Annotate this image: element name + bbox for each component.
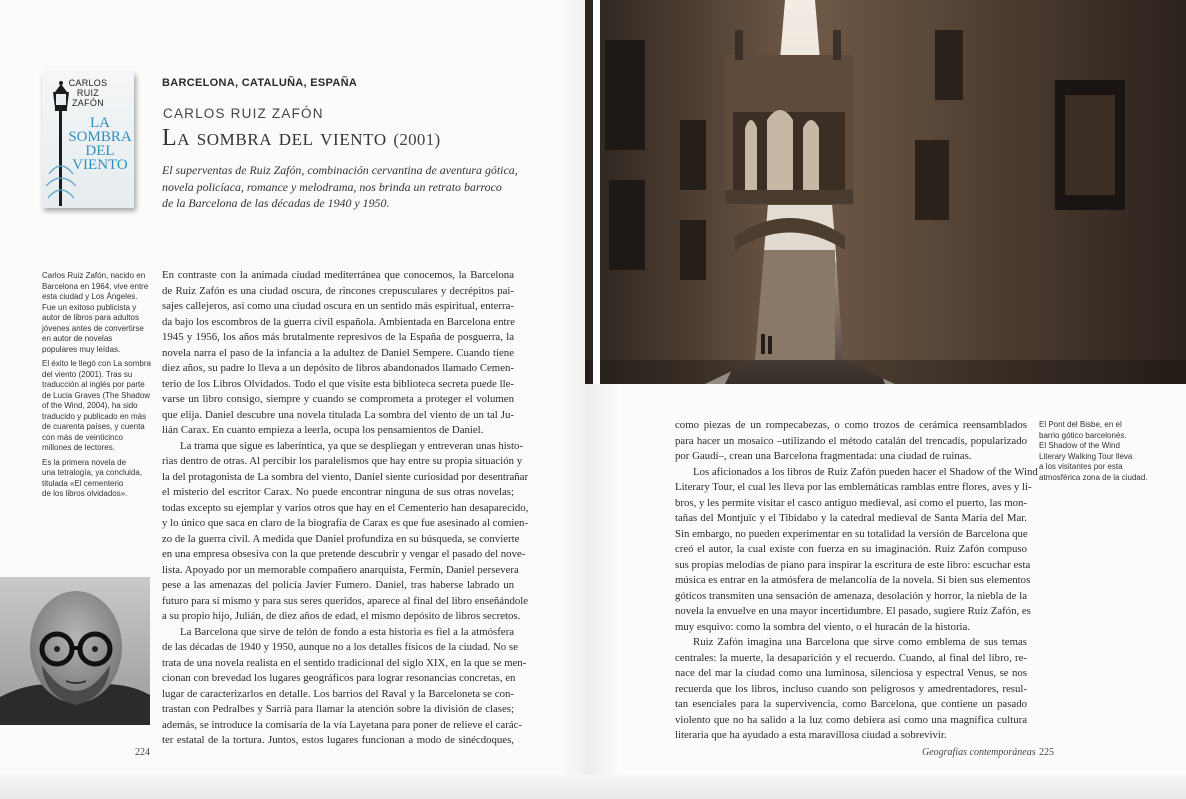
sidebar-line: El éxito le llegó con La sombra (42, 359, 151, 368)
text-line: futuro para sí mismo y para sus seres queridos, aparece al final del libro enseñándole (162, 594, 529, 607)
text-line: como piezas de un rompecabezas, o como trozos de cerámica reensamblados (675, 419, 1027, 431)
sidebar-line: Barcelona en 1964, vive entre (42, 281, 149, 291)
book-title-text: La sombra del viento (162, 125, 387, 151)
text-line: bros, y les permite visitar el casco antiguo medieval, así como el puerto, las mon- (675, 496, 1027, 509)
photo-caption (1039, 420, 1159, 483)
sidebar-line: de los libros olvidados». (42, 489, 128, 498)
text-line: sus propias melodías de piano para inspirar la escritura de este libro: escuchar esta (675, 558, 1031, 571)
text-line: de Ruiz Zafón es una ciudad oscura, de rincones crepusculares y decrépitos pai- (162, 284, 514, 297)
author-name: CARLOS RUIZ ZAFÓN (163, 106, 324, 121)
cover-author-line: RUIZ (76, 88, 100, 98)
sidebar-paragraph (42, 359, 150, 454)
text-line: rias dentro de otras. Al percibir los paralelismos que hay entre su propia situación y (162, 455, 523, 467)
text-line: terio de los Libros Olvidados. Todo el que visite esta biblioteca secreta puede lle- (162, 377, 514, 390)
text-line: creó el autor, la cual existe con fuerza en su imaginación. Ruiz Zafón compuso (675, 543, 1027, 555)
text-line: diez años, su padre lo lleva a un depósito de libros abandonados llamado Cemen- (162, 362, 514, 374)
text-line: cionan con brevedad los lugares geográficos para lograr resonancias concretas, en (162, 672, 516, 684)
book-year: (2001) (393, 130, 441, 149)
text-line: tan esenciales para la supervivencia, como Barcelona, que contiene un pasado (675, 698, 1027, 710)
text-line: por Gaudí–, crean una Barcelona fragmentada: una ciudad de ruinas. (675, 450, 972, 462)
sidebar-line: Es la primera novela de (42, 457, 127, 467)
caption-line: El Pont del Bisbe, en el (1039, 420, 1122, 429)
text-line: Ruiz Zafón imagina una Barcelona que sirve como emblema de sus temas (693, 636, 1027, 648)
right-body-column (675, 418, 1038, 744)
text-line: recuerda que los libros, incluso cuando son peligrosos y amedrentadores, resul- (675, 682, 1027, 695)
body-paragraph (162, 268, 514, 439)
text-line: La trama que sigue es laberíntica, ya que se despliegan y entreveran unas histo- (180, 439, 523, 452)
cover-title-line: SOMBRA (68, 129, 132, 145)
lead-paragraph (162, 162, 552, 212)
text-line: Sin embargo, no pueden experimentar en su totalidad la versión de Barcelona que (675, 527, 1028, 540)
page-number-right: 225 (1039, 747, 1054, 758)
text-line: góticos transmiten una sensación de amenaza, desolación y horror, la niebla de la (675, 589, 1027, 602)
cover-author-line: ZAFÓN (72, 98, 104, 108)
sidebar-line: traducido y publicado en más (42, 411, 147, 421)
running-footer-title: Geografías contemporáneas (922, 747, 1036, 758)
text-line: a su propio hijo, Julián, de diez años de edad, el mismo depósito de libros secretos. (162, 610, 521, 622)
lead-line: novela policíaca, romance y melodrama, nos brinda un retrato barroco (162, 179, 502, 194)
body-paragraph (162, 625, 527, 749)
cover-title-line: DEL (85, 143, 115, 159)
sidebar-line: una tetralogía, ya concluida, (42, 468, 143, 477)
text-line: sajes callejeros, así como una ciudad oscura en un sentido más espiritual, enterra- (162, 300, 514, 312)
sidebar-line: titulada «El cementerio (42, 478, 124, 488)
sidebar-line: esta ciudad y Los Ángeles. (42, 292, 138, 301)
sidebar-paragraph (42, 271, 150, 355)
cover-title (68, 116, 132, 172)
text-line: el misterio del escritor Carax. No puede encontrar ninguna de sus otras novelas; (162, 486, 514, 498)
sidebar-paragraph (42, 458, 150, 500)
caption-line: atmosférica zona de la ciudad. (1039, 472, 1148, 482)
body-paragraph (162, 439, 529, 625)
text-line: pese a las amenazas del policía Javier Fumero. Daniel, tras haberse labrado un (162, 579, 514, 591)
text-line: literaria que ha ayudado a esta maravillosa ciudad a sobrevivir. (675, 729, 947, 741)
sidebar-line: en autor de novelas (42, 334, 113, 343)
text-line: y lo único que saca en claro de la biografía de Carax es que fue asesinado al comien- (162, 517, 529, 529)
cover-title-line: VIENTO (72, 157, 128, 173)
caption-line: El Shadow of the Wind (1039, 441, 1120, 450)
text-line: Los aficionados a los libros de Ruiz Zafón pueden hacer el Shadow of the Wind (693, 465, 1038, 478)
author-portrait-drawing (0, 577, 150, 725)
book-cover (42, 72, 134, 208)
text-line: muy esquivo: como la sombra del viento, o el huracán de la historia. (675, 620, 971, 633)
text-line: zo de la guerra civil. A medida que Daniel profundiza en su búsqueda, se convierte (162, 532, 520, 545)
location-label: BARCELONA, CATALUÑA, ESPAÑA (162, 77, 358, 89)
text-line: trastan con Pedralbes y Sarrià para llamar la atención sobre la división de clases; (162, 703, 514, 715)
text-line: que elija. Daniel descubre una novela titulada La sombra del viento de un tal Ju- (162, 408, 514, 421)
cover-author-line: CARLOS (68, 78, 108, 88)
sidebar-line: del viento (2001). Tras su (42, 369, 133, 379)
sidebar-line: de Lucia Graves (The Shadow (42, 390, 151, 400)
sidebar-line: traducción al inglés por parte (42, 380, 145, 389)
sidebar-line: of the Wind, 2004), ha sido (42, 401, 138, 410)
body-paragraph (675, 418, 1027, 465)
sidebar-line: millones de lectores. (42, 443, 115, 452)
text-line: trata de una novela realista en el sentido tradicional del siglo XIX, en la que se men- (162, 656, 527, 669)
text-line: La Barcelona que sirve de telón de fondo a esta historia es fiel a la atmósfera (180, 625, 514, 638)
page-number-left: 224 (135, 747, 150, 758)
text-line: varse un libro consigo, siempre y cuando se comprometa a proteger el volumen (162, 393, 514, 405)
sidebar-line: autor de libros para adultos (42, 313, 139, 322)
sidebar-line: populares muy leídas. (42, 344, 121, 354)
text-line: violento que no ha salido a la luz como debiera así como una magnífica cultura (675, 713, 1027, 726)
bottom-edge (0, 775, 1186, 799)
text-line: además, se introduce la comisaría de la vía Layetana para poner de relieve el carác- (162, 718, 522, 731)
text-line: En contraste con la animada ciudad mediterránea que conocemos, la Barcelona (162, 269, 514, 281)
body-paragraph (675, 635, 1027, 744)
author-sidebar (42, 271, 150, 504)
body-paragraph (675, 465, 1038, 636)
text-line: nace del mar la ciudad como una luminosa, silenciosa y espectral Venus, se nos (675, 667, 1027, 679)
text-line: de las décadas de 1940 y 1950, aunque no a los detalles físicos de la ciudad. No se (162, 641, 518, 653)
text-line: da bajo los escombros de la guerra civil española. Ambientada en Barcelona entre (162, 315, 515, 328)
left-body-column (162, 268, 529, 749)
street-photo-drawing (585, 0, 1186, 384)
cover-author (42, 78, 134, 108)
text-line: para hacer un mosaico –utilizando el método catalán del trencadís, popularizado (675, 434, 1027, 447)
text-line: música es entrar en la atmósfera de melancolía de la novela. Si bien sus elementos (675, 574, 1031, 586)
sidebar-line: con más de veinticinco (42, 432, 123, 442)
book-title (162, 125, 440, 152)
sidebar-line: jóvenes antes de convertirse (42, 323, 144, 333)
text-line: lista. Apoyado por un memorable compañero anarquista, Fermín, Daniel persevera (162, 563, 519, 576)
text-line: tañas del Montjuïc y el Tibidabo y la catedral medieval de Santa María del Mar. (675, 512, 1027, 524)
text-line: centrales: la muerte, la desaparición y el recuerdo. Cuando, al final del libro, re- (675, 651, 1027, 664)
lead-line: El superventas de Ruiz Zafón, combinación cervantina de aventura gótica, (162, 163, 518, 177)
text-line: lugar de caracterizarlos en detalle. Los barrios del Raval y la Barceloneta se con- (162, 687, 514, 700)
text-line: todas excepto su ejemplar y varios otros que hay en el Cementerio han desaparecido, (162, 501, 529, 514)
caption-line: a los visitantes por esta (1039, 462, 1123, 471)
text-line: Literary Tour, el cual les lleva por las emblemáticas ramblas entre flores, aves y li- (675, 481, 1032, 493)
text-line: lián Carax. En cuanto empieza a leerla, ocupa los pensamientos de Daniel. (162, 424, 484, 436)
cover-title-line: LA (90, 115, 110, 131)
text-line: 1945 y 1956, los años más brutalmente represivos de la España de posguerra, la (162, 331, 514, 343)
text-line: la del protagonista de La sombra del viento, Daniel siente curiosidad por desentrañar (162, 470, 529, 483)
caption-line: barrio gótico barcelonés. (1039, 430, 1127, 440)
sidebar-line: Carlos Ruiz Zafón, nacido en (42, 271, 146, 280)
text-line: novela narra el paso de la infancia a la adultez de Daniel Sempere. Cuando tiene (162, 346, 514, 359)
lead-line: de la Barcelona de las décadas de 1940 y 1950. (162, 196, 390, 210)
text-line: en una empresa obsesiva con la que pretende descubrir y vengar el pasado del nove- (162, 548, 526, 560)
street-photo (585, 0, 1186, 384)
text-line: novela la envuelve en una mayor incertidumbre. El pasado, sugiere Ruiz Zafón, es (675, 605, 1031, 617)
sidebar-line: de cuarenta países, y cuenta (42, 422, 145, 431)
author-portrait (0, 577, 150, 725)
text-line: ter estatal de la tortura. Juntos, estos lugares funcionan a modo de sinécdoques, (162, 734, 514, 746)
sidebar-line: Fue un exitoso publicista y (42, 302, 137, 312)
caption-line: Literary Walking Tour lleva (1039, 451, 1133, 461)
